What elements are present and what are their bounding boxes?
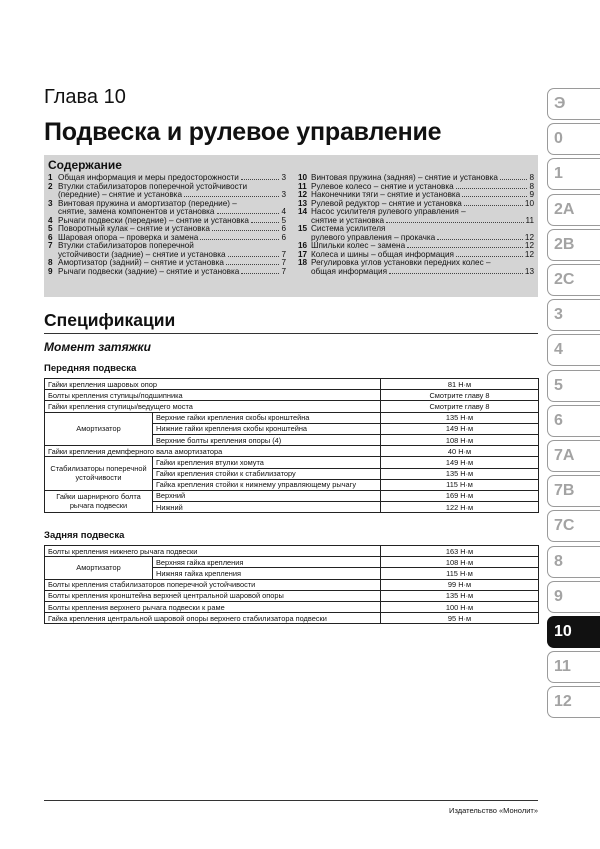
toc-title: Шпильки колес – замена bbox=[311, 241, 406, 251]
chapter-tab[interactable]: 12 bbox=[547, 686, 600, 718]
toc-title: Рычаги подвески (задние) – снятие и установка bbox=[58, 267, 240, 277]
chapter-tab[interactable]: 2C bbox=[547, 264, 600, 296]
torque-heading: Момент затяжки bbox=[44, 340, 151, 354]
row-value: 169 Н·м bbox=[381, 490, 539, 501]
chapter-tab[interactable]: 4 bbox=[547, 334, 600, 366]
toc-title: снятие, замена компонентов и установка bbox=[58, 207, 215, 217]
toc-page-number: 13 bbox=[524, 267, 534, 277]
toc-page-number: 5 bbox=[281, 215, 286, 225]
row-value: 40 Н·м bbox=[381, 446, 539, 457]
toc-leader-dots bbox=[386, 222, 523, 223]
toc-leader-dots bbox=[200, 239, 279, 240]
table-row bbox=[45, 590, 539, 601]
table-row bbox=[45, 379, 539, 390]
toc-title: Общая информация и меры предосторожности bbox=[58, 173, 239, 182]
toc-number: 13 bbox=[298, 198, 308, 208]
toc-leader-dots bbox=[464, 205, 523, 206]
table-row bbox=[45, 613, 539, 624]
row-label: Болты крепления кронштейна верхней центральной шаровой опоры bbox=[45, 590, 381, 601]
table-row bbox=[45, 557, 539, 568]
chapter-tab[interactable]: 7C bbox=[547, 510, 600, 542]
row-group-label: Стабилизаторы поперечной устойчивости bbox=[45, 457, 153, 491]
row-label: Гайки крепления втулки хомута bbox=[153, 457, 381, 468]
toc-leader-dots bbox=[241, 179, 280, 180]
toc-box bbox=[44, 155, 538, 297]
toc-number: 6 bbox=[48, 232, 53, 242]
footer-rule bbox=[44, 800, 538, 801]
chapter-tab[interactable]: 11 bbox=[547, 651, 600, 683]
chapter-tab[interactable]: 7B bbox=[547, 475, 600, 507]
toc-page-number: 12 bbox=[524, 241, 534, 251]
rear-suspension-heading: Задняя подвеска bbox=[44, 530, 125, 541]
toc-page-number: 10 bbox=[524, 198, 534, 208]
table-row bbox=[45, 446, 539, 457]
toc-leader-dots bbox=[456, 188, 528, 189]
toc-page-number: 12 bbox=[524, 232, 534, 242]
footer-publisher: Издательство «Монолит» bbox=[449, 806, 538, 815]
toc-leader-dots bbox=[251, 222, 280, 223]
toc-page-number: 6 bbox=[281, 232, 286, 242]
toc-number: 8 bbox=[48, 258, 53, 268]
toc-page-number: 6 bbox=[281, 224, 286, 234]
row-label: Болты крепления верхнего рычага подвески к раме bbox=[45, 601, 381, 612]
toc-entry bbox=[48, 242, 286, 259]
row-value: Смотрите главу 8 bbox=[381, 390, 539, 401]
chapter-tab[interactable]: 7A bbox=[547, 440, 600, 472]
toc-number: 15 bbox=[298, 224, 308, 234]
toc-page-number: 12 bbox=[524, 249, 534, 259]
toc-title: Регулировка углов установки передних колес – bbox=[311, 258, 491, 268]
chapter-tab[interactable]: 6 bbox=[547, 405, 600, 437]
toc-column-left bbox=[48, 174, 286, 277]
toc-title: Насос усилителя рулевого управления – bbox=[311, 207, 466, 217]
toc-number: 10 bbox=[298, 173, 308, 182]
toc-page-number: 4 bbox=[281, 207, 286, 217]
toc-entry bbox=[48, 183, 286, 200]
row-value: Смотрите главу 8 bbox=[381, 401, 539, 412]
chapter-tab[interactable]: 8 bbox=[547, 546, 600, 578]
toc-title: устойчивости (задние) – снятие и установка bbox=[58, 249, 226, 259]
toc-title: Шаровая опора – проверка и замена bbox=[58, 232, 199, 242]
toc-leader-dots bbox=[184, 196, 279, 197]
toc-leader-dots bbox=[456, 256, 523, 257]
toc-number: 16 bbox=[298, 241, 308, 251]
toc-leader-dots bbox=[462, 196, 527, 197]
table-row bbox=[45, 546, 539, 557]
row-label: Нижний bbox=[153, 502, 381, 513]
toc-column-right bbox=[298, 174, 534, 277]
toc-number: 12 bbox=[298, 190, 308, 200]
row-value: 135 Н·м bbox=[381, 590, 539, 601]
toc-page-number: 7 bbox=[281, 258, 286, 268]
toc-title: Втулки стабилизаторов поперечной устойчивости bbox=[58, 181, 248, 191]
chapter-tab[interactable]: Э bbox=[547, 88, 600, 120]
chapter-tab[interactable]: 3 bbox=[547, 299, 600, 331]
toc-title: Система усилителя bbox=[311, 224, 386, 234]
toc-number: 17 bbox=[298, 249, 308, 259]
toc-page-number: 3 bbox=[281, 173, 286, 182]
toc-number: 14 bbox=[298, 207, 308, 217]
toc-leader-dots bbox=[407, 247, 523, 248]
row-label: Нижние гайки крепления скобы кронштейна bbox=[153, 423, 381, 434]
toc-number: 11 bbox=[298, 181, 307, 191]
row-label: Гайки крепления демпферного вала амортизатора bbox=[45, 446, 381, 457]
toc-leader-dots bbox=[500, 179, 528, 180]
chapter-tab[interactable]: 5 bbox=[547, 370, 600, 402]
row-value: 115 Н·м bbox=[381, 568, 539, 579]
row-label: Болты крепления стабилизаторов поперечной устойчивости bbox=[45, 579, 381, 590]
toc-title: Винтовая пружина и амортизатор (передние) – bbox=[58, 198, 237, 208]
page-title: Подвеска и рулевое управление bbox=[44, 118, 442, 146]
row-label: Гайка крепления центральной шаровой опоры верхнего стабилизатора подвески bbox=[45, 613, 381, 624]
row-value: 99 Н·м bbox=[381, 579, 539, 590]
toc-heading: Содержание bbox=[48, 158, 122, 172]
toc-title: Колеса и шины – общая информация bbox=[311, 249, 454, 259]
toc-leader-dots bbox=[212, 230, 280, 231]
row-label: Гайка крепления стойки к нижнему управляющему рычагу bbox=[153, 479, 381, 490]
table-row bbox=[45, 579, 539, 590]
toc-title: рулевого управления – прокачка bbox=[311, 232, 436, 242]
chapter-tab[interactable]: 2B bbox=[547, 229, 600, 261]
toc-leader-dots bbox=[389, 273, 523, 274]
chapter-label: Глава 10 bbox=[44, 86, 126, 108]
toc-entry bbox=[298, 225, 534, 242]
front-suspension-table bbox=[44, 378, 539, 513]
row-value: 100 Н·м bbox=[381, 601, 539, 612]
toc-title: Винтовая пружина (задняя) – снятие и установка bbox=[311, 173, 498, 182]
row-label: Гайки крепления стойки к стабилизатору bbox=[153, 468, 381, 479]
table-row bbox=[45, 412, 539, 423]
row-group-label: Гайки шарнирного болта рычага подвески bbox=[45, 490, 153, 512]
front-suspension-heading: Передняя подвеска bbox=[44, 363, 137, 374]
toc-number: 1 bbox=[48, 173, 53, 182]
toc-page-number: 8 bbox=[529, 181, 534, 191]
toc-entry bbox=[298, 259, 534, 276]
row-group-label: Амортизатор bbox=[45, 412, 153, 446]
row-value: 81 Н·м bbox=[381, 379, 539, 390]
specifications-rule bbox=[44, 333, 538, 334]
toc-number: 5 bbox=[48, 224, 53, 234]
table-row bbox=[45, 601, 539, 612]
toc-leader-dots bbox=[241, 273, 279, 274]
toc-entry bbox=[48, 268, 286, 277]
table-row bbox=[45, 457, 539, 468]
toc-line bbox=[298, 268, 534, 277]
toc-leader-dots bbox=[217, 213, 280, 214]
toc-title: Наконечники тяги – снятие и установка bbox=[311, 190, 461, 200]
toc-leader-dots bbox=[228, 256, 280, 257]
row-label: Нижняя гайка крепления bbox=[153, 568, 381, 579]
toc-title: Амортизатор (задний) – снятие и установка bbox=[58, 258, 224, 268]
row-label: Болты крепления ступицы/подшипника bbox=[45, 390, 381, 401]
row-group-label: Амортизатор bbox=[45, 557, 153, 579]
row-label: Верхняя гайка крепления bbox=[153, 557, 381, 568]
toc-number: 9 bbox=[48, 267, 53, 277]
toc-title: (передние) – снятие и установка bbox=[58, 190, 182, 200]
row-value: 115 Н·м bbox=[381, 479, 539, 490]
toc-title: снятие и установка bbox=[311, 215, 385, 225]
row-label: Гайки крепления ступицы/ведущего моста bbox=[45, 401, 381, 412]
toc-number: 4 bbox=[48, 215, 53, 225]
row-value: 163 Н·м bbox=[381, 546, 539, 557]
row-label: Гайки крепления шаровых опор bbox=[45, 379, 381, 390]
toc-number: 2 bbox=[48, 181, 53, 191]
toc-title: Рулевой редуктор – снятие и установка bbox=[311, 198, 462, 208]
toc-number: 18 bbox=[298, 258, 308, 268]
chapter-tab[interactable]: 9 bbox=[547, 581, 600, 613]
row-value: 149 Н·м bbox=[381, 423, 539, 434]
chapter-tab[interactable]: 1 bbox=[547, 158, 600, 190]
row-label: Верхний bbox=[153, 490, 381, 501]
row-value: 135 Н·м bbox=[381, 412, 539, 423]
table-row bbox=[45, 390, 539, 401]
toc-line bbox=[48, 268, 286, 277]
toc-number: 3 bbox=[48, 198, 53, 208]
specifications-heading: Спецификации bbox=[44, 310, 176, 330]
toc-leader-dots bbox=[226, 264, 280, 265]
toc-entry bbox=[48, 200, 286, 217]
row-value: 149 Н·м bbox=[381, 457, 539, 468]
toc-title: общая информация bbox=[311, 267, 388, 277]
row-label: Болты крепления нижнего рычага подвески bbox=[45, 546, 381, 557]
rear-suspension-table bbox=[44, 545, 539, 624]
toc-number: 7 bbox=[48, 241, 53, 251]
row-value: 95 Н·м bbox=[381, 613, 539, 624]
toc-page-number: 8 bbox=[529, 173, 534, 182]
toc-page-number: 7 bbox=[281, 267, 286, 277]
table-row bbox=[45, 490, 539, 501]
toc-page-number: 9 bbox=[529, 190, 534, 200]
chapter-tab[interactable]: 10 bbox=[547, 616, 600, 648]
row-label: Верхние болты крепления опоры (4) bbox=[153, 434, 381, 445]
toc-leader-dots bbox=[437, 239, 523, 240]
row-value: 108 Н·м bbox=[381, 434, 539, 445]
row-value: 122 Н·м bbox=[381, 502, 539, 513]
toc-page-number: 7 bbox=[281, 249, 286, 259]
toc-title: Втулки стабилизаторов поперечной bbox=[58, 241, 194, 251]
toc-entry bbox=[298, 208, 534, 225]
toc-title: Рычаги подвески (передние) – снятие и установка bbox=[58, 215, 249, 225]
toc-title: Поворотный кулак – снятие и установка bbox=[58, 224, 210, 234]
toc-page-number: 3 bbox=[281, 190, 286, 200]
toc-title: Рулевое колесо – снятие и установка bbox=[311, 181, 454, 191]
toc-page-number: 11 bbox=[525, 215, 534, 225]
chapter-tab[interactable]: 2A bbox=[547, 194, 600, 226]
table-row bbox=[45, 401, 539, 412]
row-value: 135 Н·м bbox=[381, 468, 539, 479]
chapter-tab[interactable]: 0 bbox=[547, 123, 600, 155]
row-value: 108 Н·м bbox=[381, 557, 539, 568]
row-label: Верхние гайки крепления скобы кронштейна bbox=[153, 412, 381, 423]
